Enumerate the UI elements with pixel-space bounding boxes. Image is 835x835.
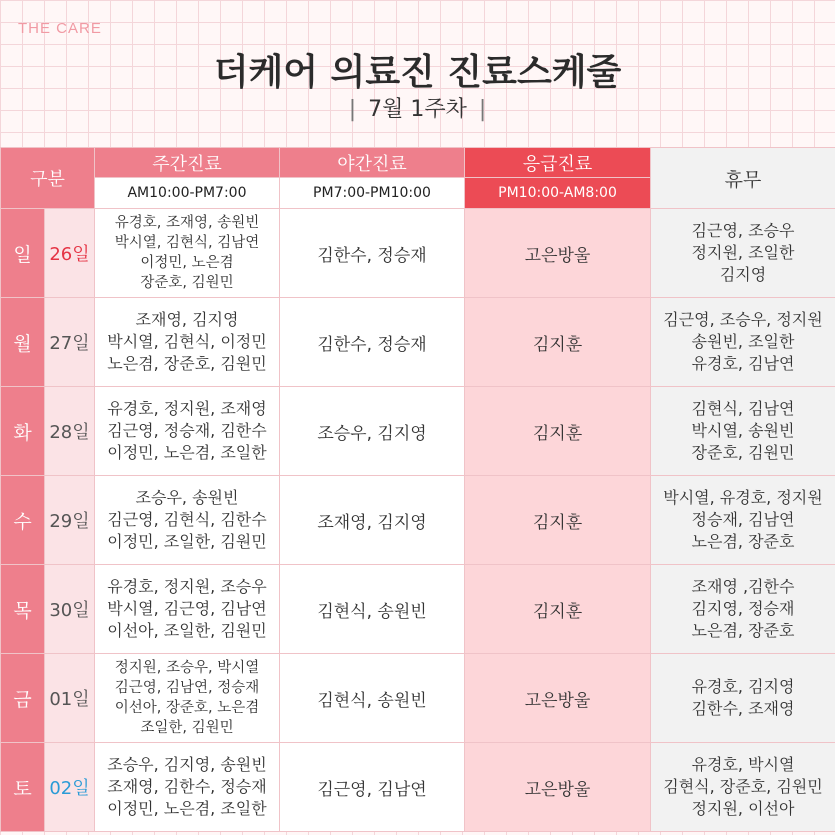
divider: | (478, 97, 487, 122)
off-staff (651, 387, 835, 476)
header-off: 휴무 (651, 148, 835, 209)
weekday-label: 화 (1, 387, 45, 476)
staff-line: 조승우, 송원빈 (135, 488, 239, 507)
emergency-shift-staff: 고은방울 (465, 209, 651, 298)
night-shift-staff: 김한수, 정승재 (280, 298, 465, 387)
staff-line: 노은겸, 장준호 (691, 621, 795, 640)
emergency-shift-staff: 김지훈 (465, 565, 651, 654)
staff-line: 이정민, 노은겸, 조일한 (107, 443, 267, 462)
night-shift-staff: 김근영, 김남연 (280, 743, 465, 832)
table-row (1, 743, 835, 832)
staff-line: 김근영, 김현식, 김한수 (107, 510, 267, 529)
day-shift-staff (95, 387, 280, 476)
staff-line: 김한수, 조재영 (691, 699, 795, 718)
day-shift-time: AM10:00-PM7:00 (95, 178, 280, 209)
date-label: 29일 (45, 476, 95, 565)
week-label: 7월 1주차 (368, 97, 467, 122)
staff-line: 이선아, 조일한, 김원민 (107, 621, 267, 640)
off-staff (651, 565, 835, 654)
weekday-label: 일 (1, 209, 45, 298)
staff-line: 조재영, 김지영 (135, 310, 239, 329)
emergency-shift-staff: 고은방울 (465, 654, 651, 743)
date-label: 26일 (45, 209, 95, 298)
off-staff (651, 298, 835, 387)
staff-line: 유경호, 김지영 (691, 677, 795, 696)
emergency-shift-staff: 김지훈 (465, 298, 651, 387)
night-shift-staff: 김한수, 정승재 (280, 209, 465, 298)
staff-line: 유경호, 정지원, 조승우 (107, 577, 267, 596)
night-shift-staff: 조승우, 김지영 (280, 387, 465, 476)
staff-line: 박시열, 김현식, 김남연 (114, 235, 260, 251)
day-shift-staff (95, 476, 280, 565)
staff-line: 유경호, 박시열 (691, 755, 795, 774)
weekday-label: 월 (1, 298, 45, 387)
header-night-shift: 야간진료 (280, 148, 465, 178)
staff-line: 김현식, 장준호, 김원민 (663, 777, 823, 796)
off-staff (651, 209, 835, 298)
staff-line: 박시열, 유경호, 정지원 (663, 488, 823, 507)
night-shift-staff: 김현식, 송원빈 (280, 565, 465, 654)
staff-line: 조재영, 김한수, 정승재 (107, 777, 267, 796)
staff-line: 김지영, 정승재 (691, 599, 795, 618)
brand-logo-text: THE CARE (18, 20, 102, 37)
staff-line: 정지원, 조일한 (691, 243, 795, 262)
staff-line: 이정민, 조일한, 김원민 (107, 532, 267, 551)
off-staff (651, 476, 835, 565)
staff-line: 장준호, 김원민 (140, 275, 234, 291)
date-label: 02일 (45, 743, 95, 832)
day-shift-staff (95, 565, 280, 654)
staff-line: 유경호, 조재영, 송원빈 (114, 215, 260, 231)
night-shift-staff: 김현식, 송원빈 (280, 654, 465, 743)
staff-line: 유경호, 김남연 (691, 354, 795, 373)
emergency-shift-staff: 김지훈 (465, 476, 651, 565)
staff-line: 박시열, 송원빈 (691, 421, 795, 440)
staff-line: 김지영 (719, 265, 767, 284)
staff-line: 유경호, 정지원, 조재영 (107, 399, 267, 418)
staff-line: 이선아, 장준호, 노은겸 (114, 700, 260, 716)
date-label: 01일 (45, 654, 95, 743)
staff-line: 노은겸, 장준호, 김원민 (107, 354, 267, 373)
day-shift-staff (95, 298, 280, 387)
staff-line: 송원빈, 조일한 (691, 332, 795, 351)
staff-line: 조재영 ,김한수 (691, 577, 795, 596)
emergency-shift-staff: 고은방울 (465, 743, 651, 832)
staff-line: 김근영, 조승우, 정지원 (663, 310, 823, 329)
staff-line: 박시열, 김근영, 김남연 (107, 599, 267, 618)
table-row (1, 387, 835, 476)
emergency-shift-time: PM10:00-AM8:00 (465, 178, 651, 209)
staff-line: 이정민, 노은겸 (140, 255, 234, 271)
divider: | (348, 97, 357, 122)
staff-line: 김근영, 조승우 (691, 221, 795, 240)
night-shift-time: PM7:00-PM10:00 (280, 178, 465, 209)
staff-line: 노은겸, 장준호 (691, 532, 795, 551)
header-category: 구분 (1, 148, 95, 209)
off-staff (651, 654, 835, 743)
night-shift-staff: 조재영, 김지영 (280, 476, 465, 565)
staff-line: 박시열, 김현식, 이정민 (107, 332, 267, 351)
emergency-shift-staff: 김지훈 (465, 387, 651, 476)
table-row (1, 565, 835, 654)
table-row (1, 476, 835, 565)
staff-line: 장준호, 김원민 (691, 443, 795, 462)
staff-line: 이정민, 노은겸, 조일한 (107, 799, 267, 818)
day-shift-staff (95, 654, 280, 743)
table-row (1, 654, 835, 743)
staff-line: 조일한, 김원민 (140, 720, 234, 736)
off-staff (651, 743, 835, 832)
staff-line: 조승우, 김지영, 송원빈 (107, 755, 267, 774)
staff-line: 김근영, 김남연, 정승재 (114, 680, 260, 696)
day-shift-staff (95, 743, 280, 832)
weekday-label: 수 (1, 476, 45, 565)
weekday-label: 토 (1, 743, 45, 832)
page-title: 더케어 의료진 진료스케줄 (213, 52, 622, 93)
header-day-shift: 주간진료 (95, 148, 280, 178)
table-row (1, 209, 835, 298)
weekday-label: 목 (1, 565, 45, 654)
staff-line: 정지원, 조승우, 박시열 (114, 660, 260, 676)
schedule-body (1, 209, 835, 832)
staff-line: 김근영, 정승재, 김한수 (107, 421, 267, 440)
staff-line: 김현식, 김남연 (691, 399, 795, 418)
page-subtitle (0, 92, 835, 123)
staff-line: 정승재, 김남연 (691, 510, 795, 529)
weekday-label: 금 (1, 654, 45, 743)
table-row (1, 298, 835, 387)
date-label: 27일 (45, 298, 95, 387)
day-shift-staff (95, 209, 280, 298)
header-emergency-shift: 응급진료 (465, 148, 651, 178)
date-label: 30일 (45, 565, 95, 654)
staff-line: 정지원, 이선아 (691, 799, 795, 818)
schedule-table (0, 147, 835, 832)
date-label: 28일 (45, 387, 95, 476)
